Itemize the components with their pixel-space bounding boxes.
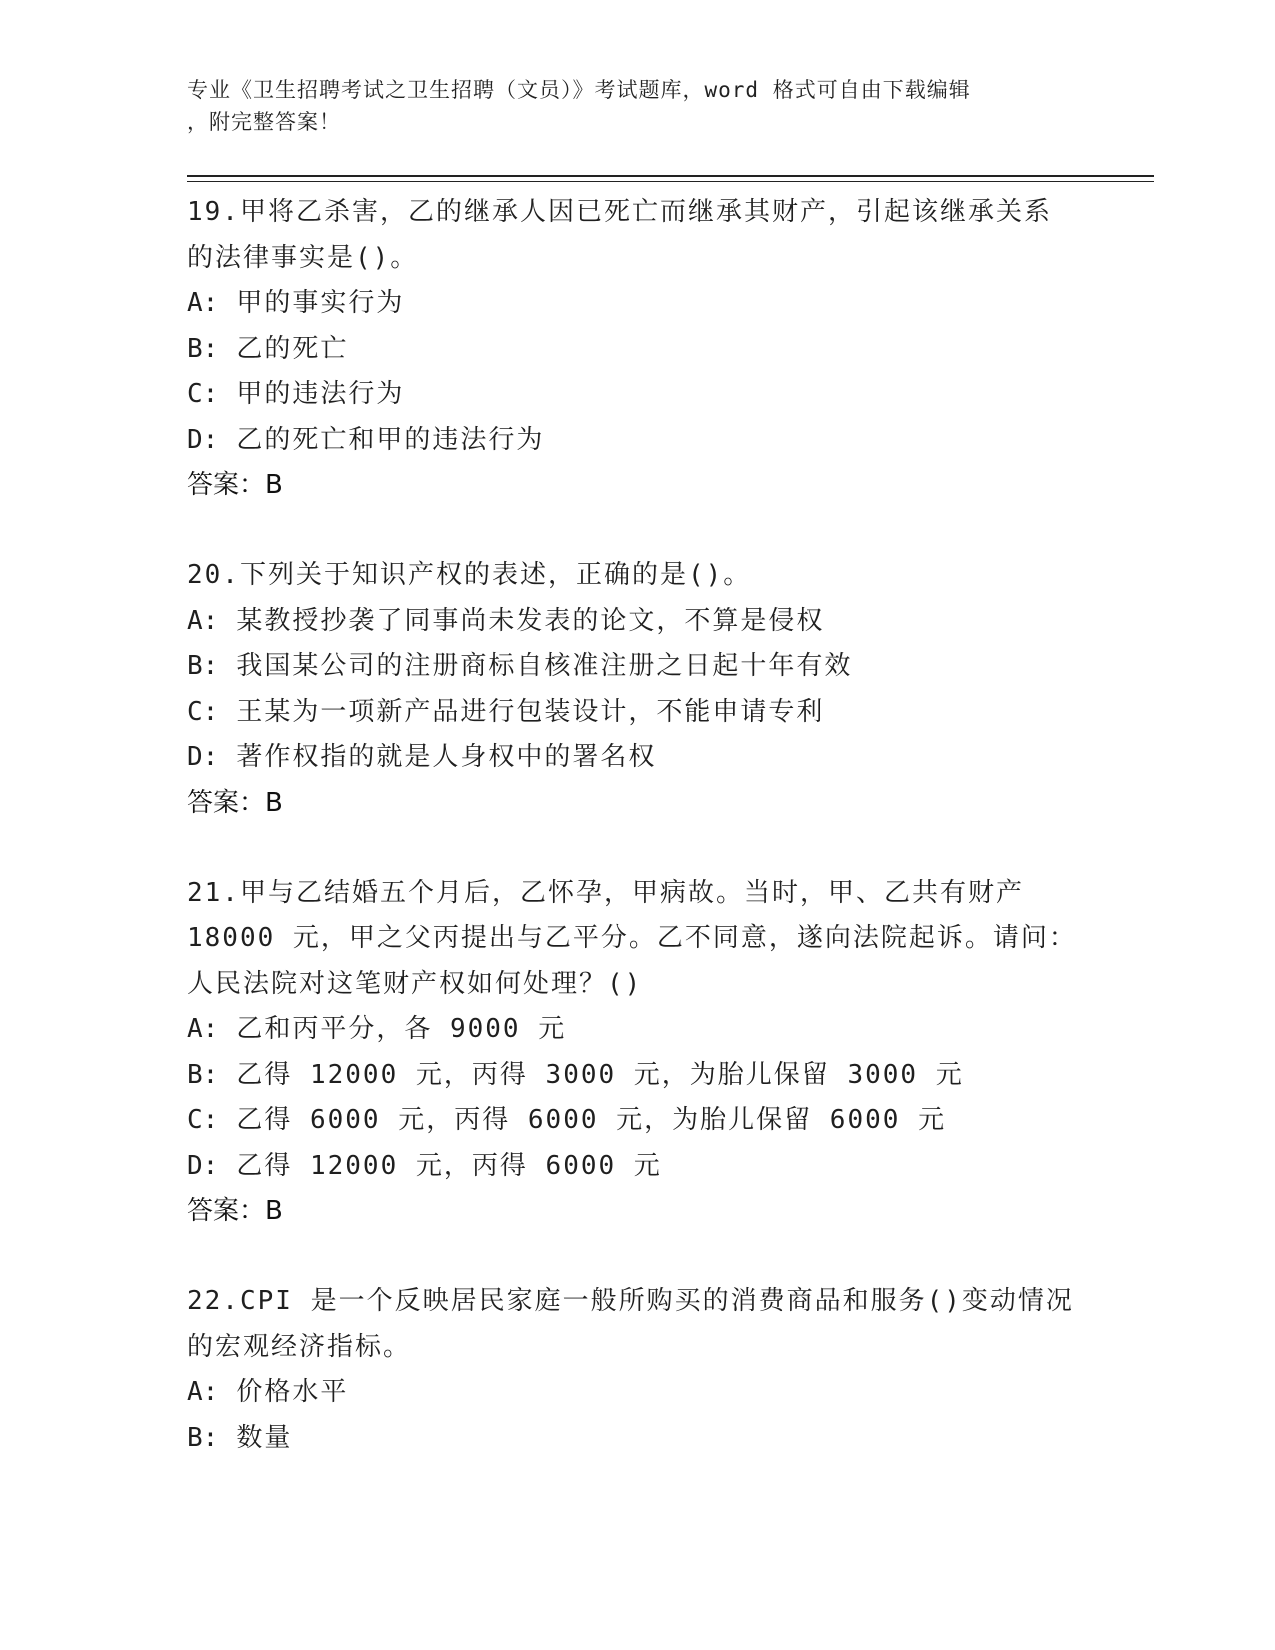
question-19-line-2: 的法律事实是()。 [187,242,419,273]
option-letter: A: [187,605,219,636]
header-divider-thin [187,181,1154,182]
option-text: 乙得 12000 元，丙得 3000 元，为胎儿保留 3000 元 [236,1059,964,1090]
header-line-1: 专业《卫生招聘考试之卫生招聘（文员）》考试题库，word 格式可自由下载编辑 [187,78,971,102]
question-20-line-1: 20.下列关于知识产权的表述，正确的是()。 [187,560,752,590]
question-22-option-a [187,1370,1087,1416]
option-text: 甲的事实行为 [236,288,405,318]
question-19-line-1: 19.甲将乙杀害，乙的继承人因已死亡而继承其财产，引起该继承关系 [187,197,1052,227]
question-20-option-c [187,690,1087,736]
option-letter: C: [187,1105,219,1135]
option-text: 著作权指的就是人身权中的署名权 [236,742,657,772]
option-text: 乙和丙平分，各 9000 元 [236,1014,567,1044]
question-19-option-c [187,372,1087,418]
option-letter: D: [187,1150,219,1181]
option-letter: A: [187,1014,219,1044]
option-letter: B: [187,1059,219,1090]
question-21-line-2: 18000 元，甲之父丙提出与乙平分。乙不同意，遂向法院起诉。请问： [187,923,1077,953]
option-text: 甲的违法行为 [236,379,405,409]
option-text: 某教授抄袭了同事尚未发表的论文，不算是侵权 [236,605,825,636]
header-line-2: ，附完整答案！ [187,110,341,134]
option-text: 乙的死亡和甲的违法行为 [236,424,545,455]
question-22 [187,1279,1087,1461]
question-21-answer: 答案：B [187,1196,283,1226]
option-letter: B: [187,1422,219,1453]
option-letter: C: [187,696,219,727]
question-21-option-a [187,1007,1087,1053]
question-22-line-1: 22.CPI 是一个反映居民家庭一般所购买的消费商品和服务()变动情况 [187,1286,1074,1316]
question-list [187,190,1087,1506]
question-21-option-c [187,1098,1087,1144]
question-19 [187,190,1087,508]
option-letter: C: [187,379,219,409]
question-22-option-b [187,1416,1087,1462]
option-letter: B: [187,333,219,364]
question-19-answer: 答案：B [187,470,283,500]
question-21-line-1: 21.甲与乙结婚五个月后，乙怀孕，甲病故。当时，甲、乙共有财产 [187,877,1024,908]
option-letter: A: [187,288,219,318]
option-letter: A: [187,1377,219,1407]
option-text: 乙的死亡 [236,333,349,364]
question-21-option-d [187,1144,1087,1190]
question-20-option-a [187,599,1087,645]
option-text: 价格水平 [236,1377,349,1407]
question-20-answer: 答案：B [187,787,283,818]
option-text: 乙得 12000 元，丙得 6000 元 [236,1150,662,1181]
question-20-option-b [187,644,1087,690]
question-21-line-3: 人民法院对这笔财产权如何处理？() [187,968,643,999]
option-text: 数量 [236,1422,293,1453]
option-text: 王某为一项新产品进行包装设计，不能申请专利 [236,696,825,727]
question-19-option-a [187,281,1087,327]
document-header [187,74,1087,138]
question-22-line-2: 的宏观经济指标。 [187,1331,412,1362]
option-letter: B: [187,651,219,681]
option-text: 乙得 6000 元，丙得 6000 元，为胎儿保留 6000 元 [236,1105,947,1135]
question-20-option-d [187,735,1087,781]
question-19-option-d [187,418,1087,464]
option-letter: D: [187,424,219,455]
header-divider-thick [187,175,1154,177]
question-19-option-b [187,327,1087,373]
question-21 [187,871,1087,1235]
question-20 [187,553,1087,826]
question-21-option-b [187,1053,1087,1099]
option-text: 我国某公司的注册商标自核准注册之日起十年有效 [236,651,853,681]
option-letter: D: [187,742,219,772]
